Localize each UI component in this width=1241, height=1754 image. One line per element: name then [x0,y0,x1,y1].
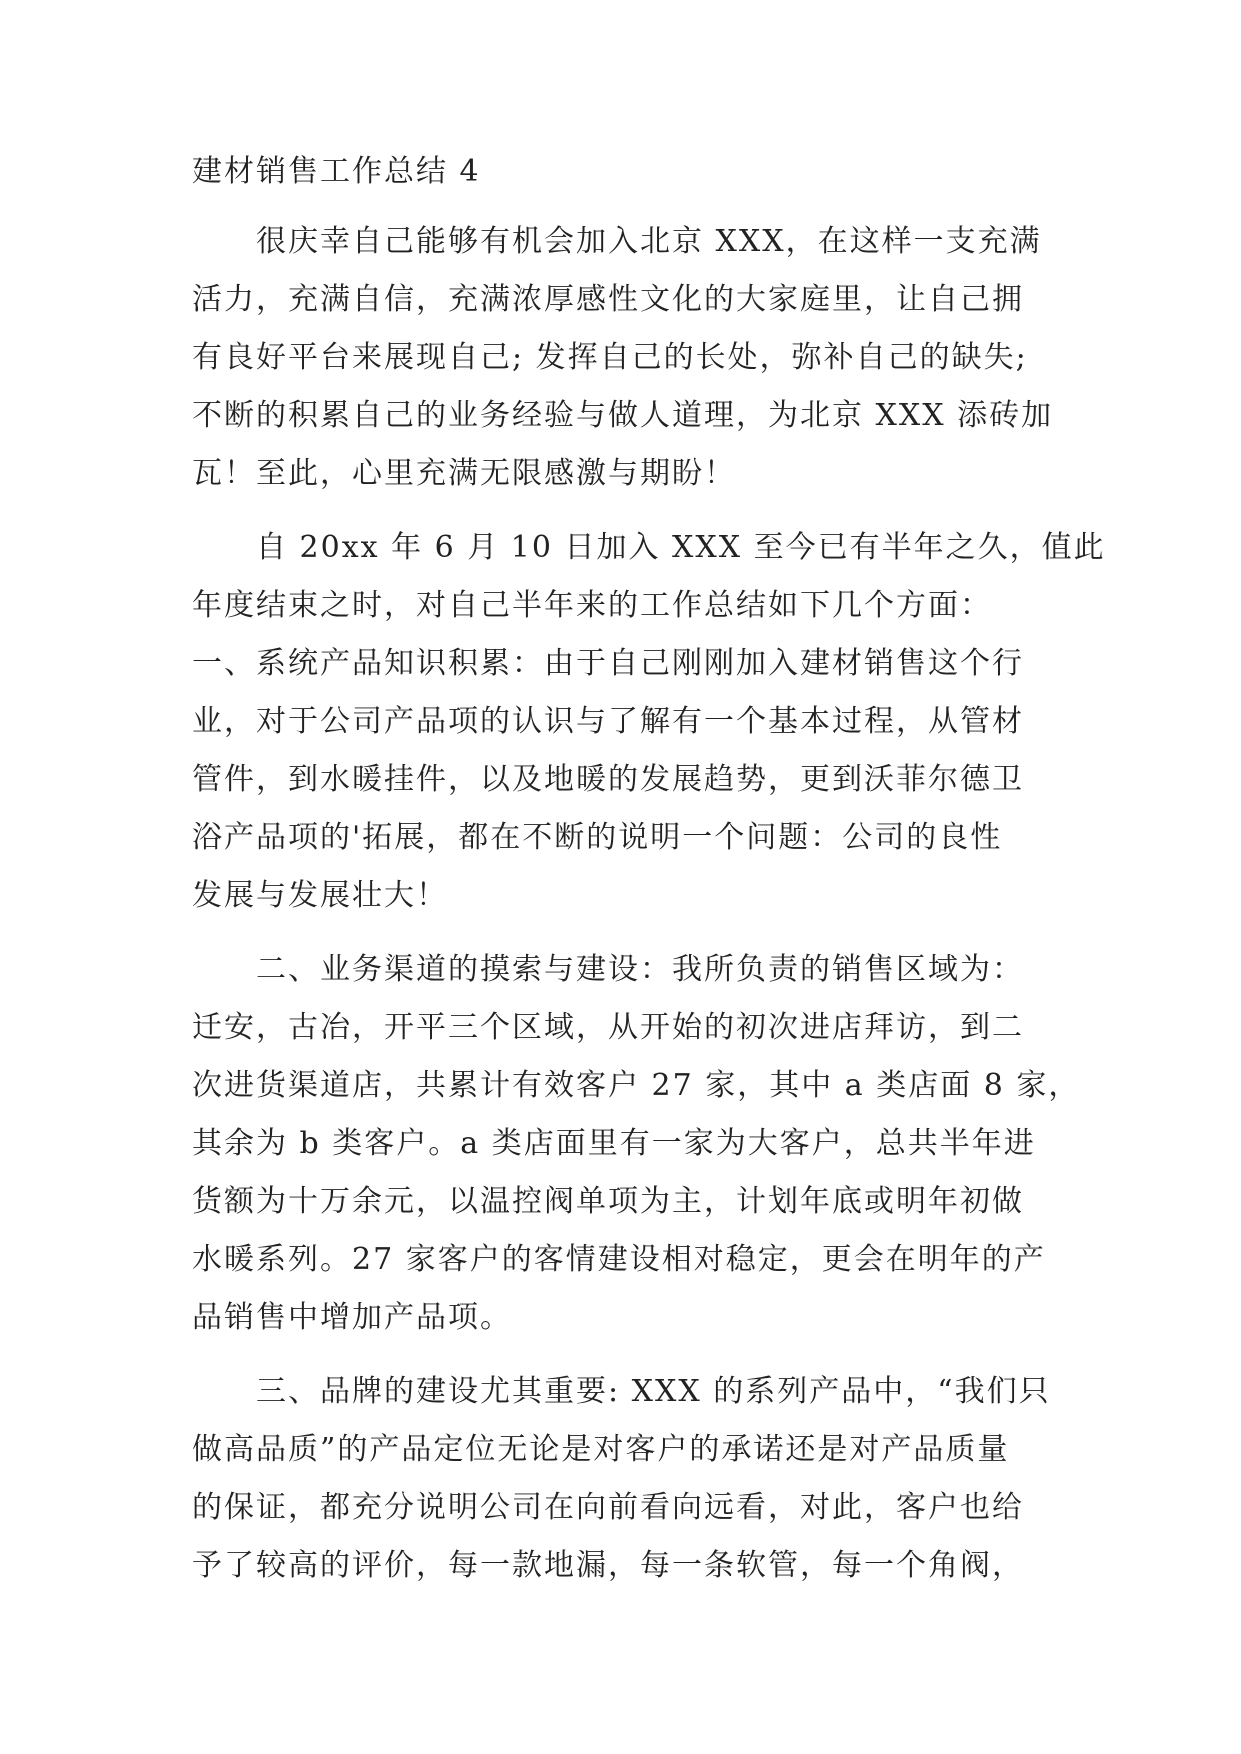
text-line: 其余为 b 类客户。a 类店面里有一家为大客户，总共半年进 [192,1126,1036,1161]
text-line: 水暖系列。27 家客户的客情建设相对稳定，更会在明年的产 [192,1242,1046,1277]
paragraph-summary [192,519,1106,925]
text-line: 有良好平台来展现自己; 发挥自己的长处，弥补自己的缺失; [192,340,1028,375]
text-line: 发展与发展壮大！ [192,878,448,913]
text-line: 年度结束之时，对自己半年来的工作总结如下几个方面： [192,588,992,623]
text-line: 业，对于公司产品项的认识与了解有一个基本过程，从管材 [192,704,1024,739]
text-line: 管件，到水暖挂件，以及地暖的发展趋势，更到沃菲尔德卫 [192,762,1024,797]
text-line: 予了较高的评价，每一款地漏，每一条软管，每一个角阀， [192,1548,1024,1583]
text-line: 三、品牌的建设尤其重要: XXX 的系列产品中，“我们只 [256,1374,1051,1409]
text-line: 活力，充满自信，充满浓厚感性文化的大家庭里，让自己拥 [192,282,1024,317]
paragraph-brand [192,1363,1072,1595]
paragraph-channels [192,941,1081,1347]
text-line: 不断的积累自己的业务经验与做人道理，为北京 XXX 添砖加 [192,398,1054,433]
text-line: 瓦！至此，心里充满无限感激与期盼！ [192,456,736,491]
text-line: 自 20xx 年 6 月 10 日加入 XXX 至今已有半年之久，值此 [256,530,1106,565]
text-line: 次进货渠道店，共累计有效客户 27 家，其中 a 类店面 8 家， [192,1068,1081,1103]
text-line: 很庆幸自己能够有机会加入北京 XXX，在这样一支充满 [256,224,1042,259]
document-title: 建材销售工作总结 4 [192,154,481,189]
paragraph-intro [192,213,1072,503]
text-line: 迁安，古冶，开平三个区域，从开始的初次进店拜访，到二 [192,1010,1024,1045]
text-line: 货额为十万余元，以温控阀单项为主，计划年底或明年初做 [192,1184,1024,1219]
document-body [192,153,1106,1611]
text-line: 浴产品项的'拓展，都在不断的说明一个问题：公司的良性 [192,820,1003,855]
text-line: 的保证，都充分说明公司在向前看向远看，对此，客户也给 [192,1490,1024,1525]
text-line: 二、业务渠道的摸索与建设：我所负责的销售区域为： [256,952,1024,987]
text-line: 品销售中增加产品项。 [192,1300,512,1335]
text-line: 一、系统产品知识积累：由于自己刚刚加入建材销售这个行 [192,646,1024,681]
text-line: 做高品质”的产品定位无论是对客户的承诺还是对产品质量 [192,1432,1010,1467]
